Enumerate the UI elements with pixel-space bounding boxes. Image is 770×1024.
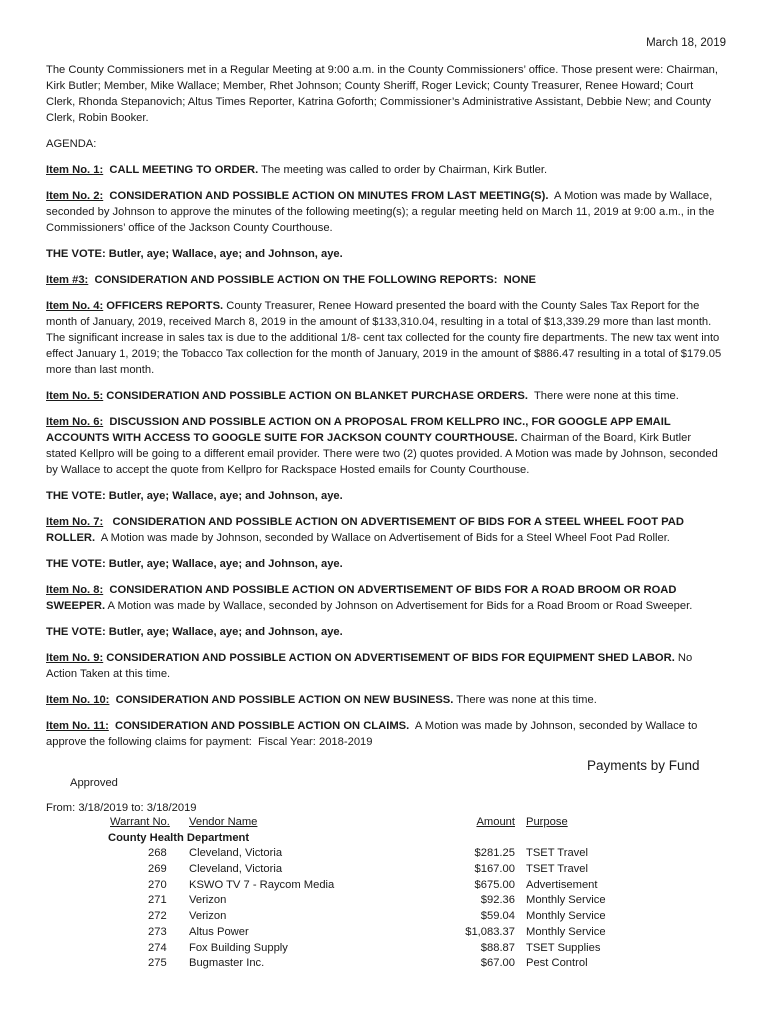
item-title: CONSIDERATION AND POSSIBLE ACTION ON NEW BUSINESS. <box>109 694 454 706</box>
approved-label: Approved <box>70 777 118 789</box>
payments-by-fund-heading: Payments by Fund <box>587 758 700 773</box>
department-name: County Health Department <box>108 831 250 844</box>
claim-amount: $167.00 <box>474 863 515 876</box>
item-title: CONSIDERATION AND POSSIBLE ACTION ON CLAIMS. <box>108 720 410 732</box>
item-number: Item No. 5: <box>46 390 104 402</box>
agenda-item <box>46 272 722 288</box>
claim-purpose: Monthly Service <box>526 925 606 938</box>
agenda-items <box>46 162 725 750</box>
item-title: CONSIDERATION AND POSSIBLE ACTION ON BLANKET PURCHASE ORDERS. <box>103 390 528 402</box>
item-number: Item No. 8: <box>46 584 104 596</box>
claim-amount: $675.00 <box>474 878 515 891</box>
vote-line <box>46 488 722 504</box>
claim-row <box>0 910 770 926</box>
agenda-item <box>46 692 722 708</box>
agenda-item <box>46 514 722 546</box>
claim-purpose: TSET Supplies <box>526 941 601 954</box>
item-title: OFFICERS REPORTS. <box>103 300 224 312</box>
vote-line <box>46 556 722 572</box>
vendor-name: Altus Power <box>189 925 249 938</box>
item-text: The meeting was called to order by Chairman, Kirk Butler. <box>258 164 548 176</box>
warrant-number: 275 <box>148 957 167 970</box>
item-number: Item No. 10: <box>46 694 110 706</box>
claim-row <box>0 894 770 910</box>
warrant-number: 270 <box>148 878 167 891</box>
item-number: Item No. 6: <box>46 416 104 428</box>
item-number: Item No. 9: <box>46 652 104 664</box>
vote-text: THE VOTE: Butler, aye; Wallace, aye; and Johnson, aye. <box>46 248 343 260</box>
claim-row <box>0 863 770 879</box>
claim-row <box>0 879 770 895</box>
claim-purpose: Pest Control <box>526 957 588 970</box>
item-number: Item No. 7: <box>46 516 104 528</box>
claim-purpose: Monthly Service <box>526 894 606 907</box>
warrant-number: 271 <box>148 894 167 907</box>
vote-line <box>46 624 722 640</box>
header-amount: Amount <box>476 816 515 828</box>
date-range: From: 3/18/2019 to: 3/18/2019 <box>46 802 197 814</box>
vote-text: THE VOTE: Butler, aye; Wallace, aye; and Johnson, aye. <box>46 490 343 502</box>
agenda-item <box>46 388 722 404</box>
claim-row <box>0 957 770 973</box>
claim-purpose: TSET Travel <box>526 863 588 876</box>
agenda-item <box>46 298 725 378</box>
minutes-body <box>46 62 725 760</box>
warrant-number: 274 <box>148 941 167 954</box>
department-row <box>0 832 770 848</box>
warrant-number: 269 <box>148 863 167 876</box>
agenda-item <box>46 188 722 236</box>
vendor-name: Fox Building Supply <box>189 941 288 954</box>
claim-amount: $88.87 <box>480 941 515 954</box>
header-warrant: Warrant No. <box>110 816 170 828</box>
item-title: CONSIDERATION AND POSSIBLE ACTION ON ADVERTISEMENT OF BIDS FOR A STEEL WHEEL FOOT PAD ROLLER. <box>46 516 688 544</box>
agenda-label: AGENDA: <box>46 138 97 150</box>
warrant-number: 272 <box>148 910 167 923</box>
item-title: DISCUSSION AND POSSIBLE ACTION ON A PROPOSAL FROM KELLPRO INC., FOR GOOGLE APP EMAIL ACCOUNTS WITH ACCESS TO GOOGLE SUITE FOR JACKSON COUNTY COURTHOUSE. <box>46 416 674 444</box>
vendor-name: Verizon <box>189 910 227 923</box>
vote-text: THE VOTE: Butler, aye; Wallace, aye; and Johnson, aye. <box>46 626 343 638</box>
item-number: Item No. 4: <box>46 300 104 312</box>
item-title: CONSIDERATION AND POSSIBLE ACTION ON MINUTES FROM LAST MEETING(S). <box>103 190 549 202</box>
warrant-number: 273 <box>148 925 167 938</box>
claims-table <box>0 816 770 973</box>
item-number: Item No. 11: <box>46 720 109 732</box>
claim-rows <box>0 847 770 973</box>
item-text: County Treasurer, Renee Howard presented the board with the County Sales Tax Report for the month of January, 2019, received March 8, 2019 in the amount of $133,310.04, resulting in a total of $13,339.29 more than last month. The significant increase in sales tax is due to the additional 1/8- cent tax collected for the county fire departments. The new tax went into effect January 1, 2019; the Tobacco Tax collection for the month of January, 2019 in the amount of $886.47 resulting in a total of $179.05 more than last month. <box>46 300 725 376</box>
item-number: Item No. 1: <box>46 164 104 176</box>
item-number: Item #3: <box>46 274 89 286</box>
item-text: A Motion was made by Johnson, seconded by Wallace to approve the following claims for payment: Fiscal Year: 2018-2019 <box>46 720 701 748</box>
vote-line <box>46 246 722 262</box>
item-text: Chairman of the Board, Kirk Butler stated Kellpro will be going to a different email provider. There were two (2) quotes provided. A Motion was made by Johnson, seconded by Wallace to accept the quote from Kellpro for Rackspace Hosted emails for County Courthouse. <box>46 432 721 476</box>
item-title: CONSIDERATION AND POSSIBLE ACTION ON ADVERTISEMENT OF BIDS FOR EQUIPMENT SHED LABOR. <box>103 652 675 664</box>
item-text: There were none at this time. <box>527 390 679 402</box>
claim-row <box>0 926 770 942</box>
item-text: A Motion was made by Wallace, seconded by Johnson on Advertisement for Bids for a Road Broom or Road Sweeper. <box>105 600 693 612</box>
item-title: CONSIDERATION AND POSSIBLE ACTION ON ADVERTISEMENT OF BIDS FOR A ROAD BROOM OR ROAD SWEEPER. <box>46 584 680 612</box>
vendor-name: KSWO TV 7 - Raycom Media <box>189 878 335 891</box>
claim-row <box>0 847 770 863</box>
item-number: Item No. 2: <box>46 190 104 202</box>
meeting-date: March 18, 2019 <box>646 37 726 49</box>
claim-row <box>0 942 770 958</box>
claim-amount: $67.00 <box>480 957 515 970</box>
agenda-item <box>46 718 722 750</box>
vote-text: THE VOTE: Butler, aye; Wallace, aye; and Johnson, aye. <box>46 558 343 570</box>
header-purpose: Purpose <box>526 816 568 828</box>
claim-amount: $92.36 <box>480 894 515 907</box>
vendor-name: Cleveland, Victoria <box>189 863 283 876</box>
item-text: There was none at this time. <box>453 694 597 706</box>
intro-paragraph: The County Commissioners met in a Regular Meeting at 9:00 a.m. in the County Commissioners’ office. Those present were: Chairman, Kirk Butler; Member, Mike Wallace; Member, Rhet Johnson; County Sheriff, Roger Levick; County Treasurer, Renee Howard; Court Clerk, Rhonda Stepanovich; Altus Times Reporter, Katrina Goforth; Commissioner’s Administrative Assistant, Debbie New; and County Clerk, Robin Booker. <box>46 64 718 124</box>
header-vendor: Vendor Name <box>189 816 258 828</box>
item-title: CONSIDERATION AND POSSIBLE ACTION ON THE FOLLOWING REPORTS: NONE <box>88 274 536 286</box>
claim-amount: $59.04 <box>480 910 515 923</box>
item-text: A Motion was made by Johnson, seconded by Wallace on Advertisement of Bids for a Steel Wheel Foot Pad Roller. <box>95 532 670 544</box>
claim-purpose: Monthly Service <box>526 910 606 923</box>
item-text: A Motion was made by Wallace, seconded by Johnson to approve the minutes of the following meeting(s); a regular meeting held on March 11, 2019 at 9:00 a.m., in the Commissioners’ office of the Jackson County Courthouse. <box>46 190 718 234</box>
item-title: CALL MEETING TO ORDER. <box>103 164 259 176</box>
item-text: No Action Taken at this time. <box>46 652 695 680</box>
warrant-number: 268 <box>148 847 167 860</box>
claim-amount: $281.25 <box>474 847 515 860</box>
agenda-item <box>46 650 722 682</box>
agenda-item <box>46 162 722 178</box>
agenda-item <box>46 582 722 614</box>
claim-purpose: Advertisement <box>526 878 598 891</box>
agenda-item <box>46 414 722 478</box>
claim-amount: $1,083.37 <box>465 925 515 938</box>
vendor-name: Cleveland, Victoria <box>189 847 283 860</box>
vendor-name: Verizon <box>189 894 227 907</box>
vendor-name: Bugmaster Inc. <box>189 957 265 970</box>
claim-purpose: TSET Travel <box>526 847 588 860</box>
claims-header-row <box>0 816 770 832</box>
